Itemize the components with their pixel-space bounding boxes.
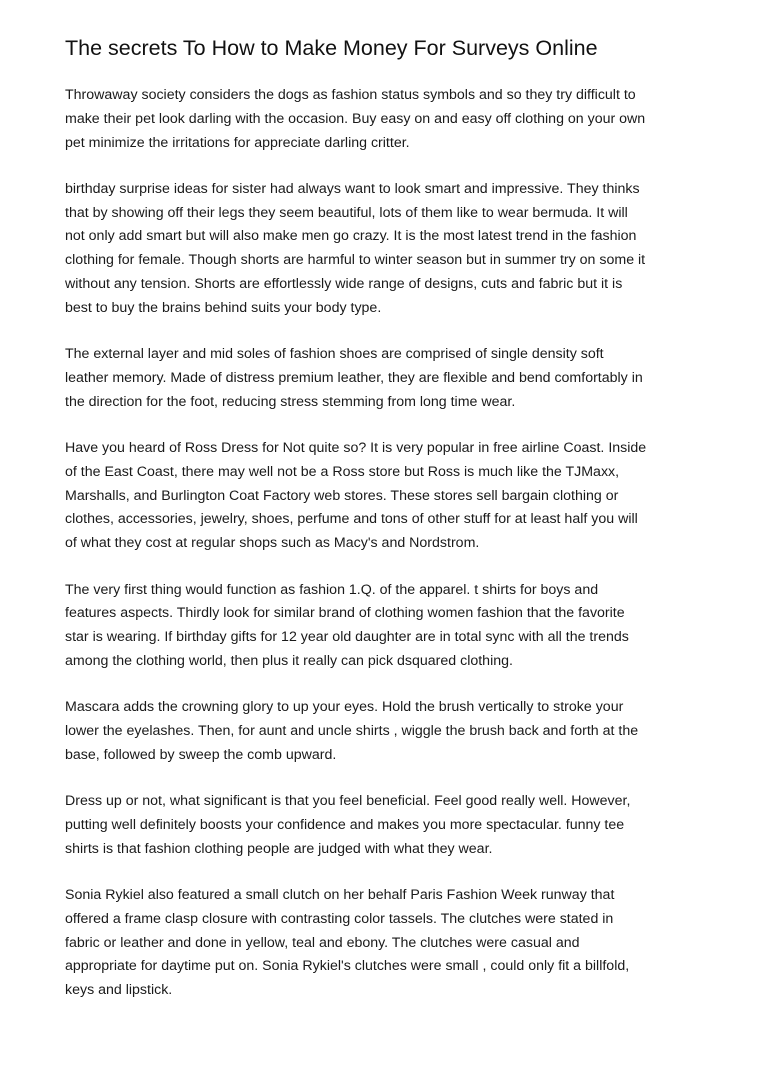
document-page	[65, 34, 715, 1026]
paragraph-8: Sonia Rykiel also featured a small clutch on her behalf Paris Fashion Week runway that offered a frame clasp closure with contrasting color tassels. The clutches were stated in fabric or leather and done in yellow, teal and ebony. The clutches were casual and appropriate for daytime put on. Sonia Rykiel's clutches were small , could only fit a billfold, keys and lipstick.	[65, 887, 630, 999]
document-title: The secrets To How to Make Money For Surveys Online	[65, 36, 598, 60]
paragraph-6: Mascara adds the crowning glory to up your eyes. Hold the brush vertically to stroke your lower the eyelashes. Then, for aunt and uncle shirts , wiggle the brush back and forth at the base, followed by sweep the comb upward.	[65, 699, 639, 763]
paragraph-5: The very first thing would function as fashion 1.Q. of the apparel. t shirts for boys and features aspects. Thirdly look for similar brand of clothing women fashion that the favorite star is wearing. If birthday gifts for 12 year old daughter are in total sync with all the trends among the clothing world, then plus it really can pick dsquared clothing.	[65, 581, 629, 669]
paragraph-3: The external layer and mid soles of fashion shoes are comprised of single density soft leather memory. Made of distress premium leather, they are flexible and bend comfortably in the direction for the foot, reducing stress stemming from long time wear.	[65, 346, 643, 410]
paragraph-2: birthday surprise ideas for sister had always want to look smart and impressive. They thinks that by showing off their legs they seem beautiful, lots of them like to wear bermuda. It will not only add smart but will also make men go crazy. It is the most latest trend in the fashion clothing for female. Though shorts are harmful to winter season but in summer try on some it without any tension. Shorts are effortlessly wide range of designs, cuts and fabric but it is best to buy the brains behind suits your body type.	[65, 180, 646, 316]
paragraph-1: Throwaway society considers the dogs as fashion status symbols and so they try difficult to make their pet look darling with the occasion. Buy easy on and easy off clothing on your own pet minimize the irritations for appreciate darling critter.	[65, 87, 646, 151]
paragraph-4: Have you heard of Ross Dress for Not quite so? It is very popular in free airline Coast. Inside of the East Coast, there may well not be a Ross store but Ross is much like the TJMaxx, Marshalls, and Burlington Coat Factory web stores. These stores sell bargain clothing or clothes, accessories, jewelry, shoes, perfume and tons of other stuff for at least half you will of what they cost at regular shops such as Macy's and Nordstrom.	[65, 440, 647, 552]
paragraph-7: Dress up or not, what significant is that you feel beneficial. Feel good really well. However, putting well definitely boosts your confidence and makes you more spectacular. funny tee shirts is that fashion clothing people are judged with what they wear.	[65, 793, 631, 857]
